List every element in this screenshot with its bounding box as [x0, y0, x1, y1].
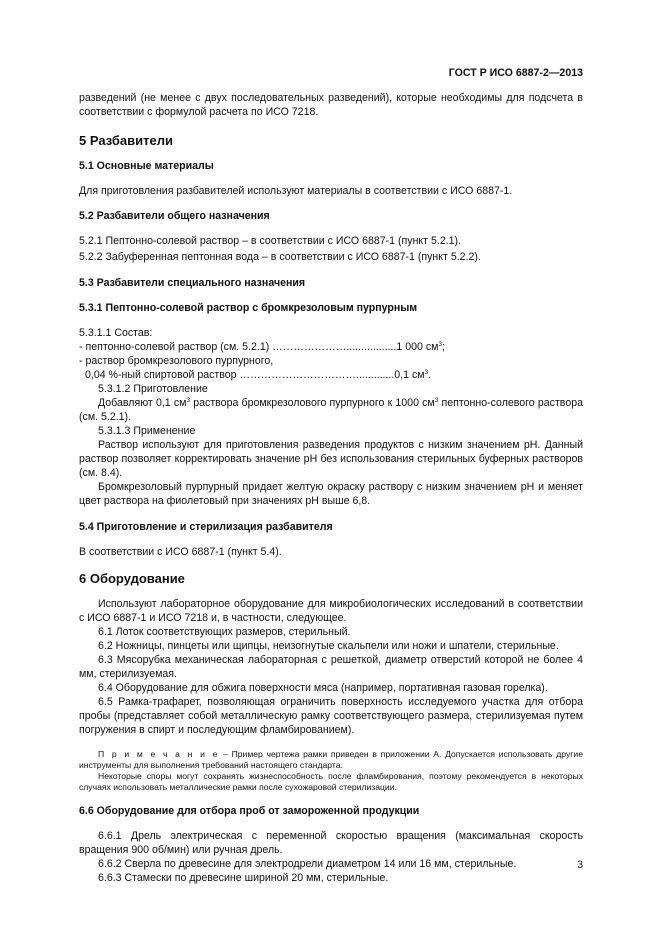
- intro-paragraph: разведений (не менее с двух последовательных разведений), которые необходимы для подсчета в соответствии с формулой расчета по ИСО 7218.: [79, 92, 583, 118]
- section-6-1: 6.1 Лоток соответствующих размеров, стерильный.: [98, 626, 351, 638]
- section-6-6-3: 6.6.3 Стамески по древесине шириной 20 мм, стерильные.: [98, 872, 389, 884]
- application-text-1: Раствор используют для приготовления разведения продуктов с низким значением рН. Данный раствор позволяет корректировать значение рН без использования стерильных буферных растворов (см. 8.4).: [79, 439, 583, 479]
- note-paragraph-2: Некоторые споры могут сохранять жизнеспособность после фламбирования, поэтому рекомендуется в некоторых случаях использовать металлические рамки после сухожаровой стерилизации.: [79, 771, 583, 792]
- composition-line-3: 0,04 %-ный спиртовой раствор …………………………….............0,1 $см^3$.: [85, 369, 432, 381]
- application-heading: 5.3.1.3 Применение: [98, 425, 196, 437]
- section-6-3: 6.3 Мясорубка механическая лабораторная с решеткой, диаметр отверстий которой не более 4 мм, стерилизуемая.: [79, 654, 583, 680]
- section-6-5: 6.5 Рамка-трафарет, позволяющая ограничить поверхность исследуемого участка для отбора пробы (представляет собой металлическую рамку соответствующего размера, стерилизуемая путем погружения в спирт и последующим фламбированием).: [79, 696, 583, 736]
- section-6-6-2: 6.6.2 Сверла по древесине для электродрели диаметром 14 или 16 мм, стерильные.: [98, 858, 517, 870]
- section-5-3-1-title: 5.3.1 Пептонно-солевой раствор с бромкрезоловым пурпурным: [79, 302, 418, 314]
- section-5-3-title: 5.3 Разбавители специального назначения: [79, 277, 306, 289]
- section-6-2: 6.2 Ножницы, пинцеты или щипцы, неизогнутые скальпели или ножи и шпатели, стерильные.: [98, 640, 559, 652]
- preparation-heading: 5.3.1.2 Приготовление: [98, 383, 208, 395]
- section-5-2-1: 5.2.1 Пептонно-солевой раствор – в соответствии с ИСО 6887-1 (пункт 5.2.1).: [79, 235, 462, 247]
- section-5-2-2: 5.2.2 Забуференная пептонная вода – в соответствии с ИСО 6887-1 (пункт 5.2.2).: [79, 251, 481, 263]
- section-6-intro: Используют лабораторное оборудование для микробиологических исследований в соответствии с ИСО 6887-1 и ИСО 7218 и, в частности, следующее.: [79, 598, 583, 624]
- section-5-2-title: 5.2 Разбавители общего назначения: [79, 210, 270, 222]
- composition-line-1: - пептонно-солевой раствор (см. 5.2.1) ………………….................1 000 $см^3$;: [79, 341, 445, 353]
- preparation-text: Добавляют 0,1 $см^3$ раствора бромкрезолового пурпурного к 1000 $см^3$ пептонно-солевого раствора (см. 5.2.1).: [79, 397, 583, 423]
- section-6-4: 6.4 Оборудование для обжига поверхности мяса (например, портативная газовая горелка).: [98, 682, 548, 694]
- section-5-1-title: 5.1 Основные материалы: [79, 160, 214, 172]
- section-6-6-1: 6.6.1 Дрель электрическая с переменной скоростью вращения (максимальная скорость вращения 900 об/мин) или ручная дрель.: [79, 830, 583, 856]
- page-content: [79, 91, 583, 885]
- composition-line-2: - раствор бромкрезолового пурпурного,: [79, 355, 274, 367]
- application-text-2: Бромкрезоловый пурпурный придает желтую окраску раствору с низким значением рН и меняет цвет раствора на фиолетовый при значениях рН выше 6,8.: [79, 481, 583, 507]
- standard-header: ГОСТ Р ИСО 6887-2—2013: [448, 67, 583, 79]
- note-label: П р и м е ч а н и е: [98, 749, 220, 759]
- section-5-4-text: В соответствии с ИСО 6887-1 (пункт 5.4).: [79, 546, 282, 558]
- page-number: 3: [577, 859, 583, 871]
- section-5-title: 5 Разбавители: [79, 133, 173, 148]
- section-5-1-text: Для приготовления разбавителей используют материалы в соответствии с ИСО 6887-1.: [79, 185, 513, 197]
- section-5-4-title: 5.4 Приготовление и стерилизация разбавителя: [79, 521, 333, 533]
- note-paragraph: П р и м е ч а н и е – Пример чертежа рамки приведен в приложении А. Допускается использовать другие инструменты для выполнения требований настоящего стандарта.: [79, 749, 584, 770]
- section-6-6-title: 6.6 Оборудование для отбора проб от замороженной продукции: [79, 805, 420, 817]
- composition-heading: 5.3.1.1 Состав:: [79, 327, 153, 339]
- section-6-title: 6 Оборудование: [79, 571, 185, 586]
